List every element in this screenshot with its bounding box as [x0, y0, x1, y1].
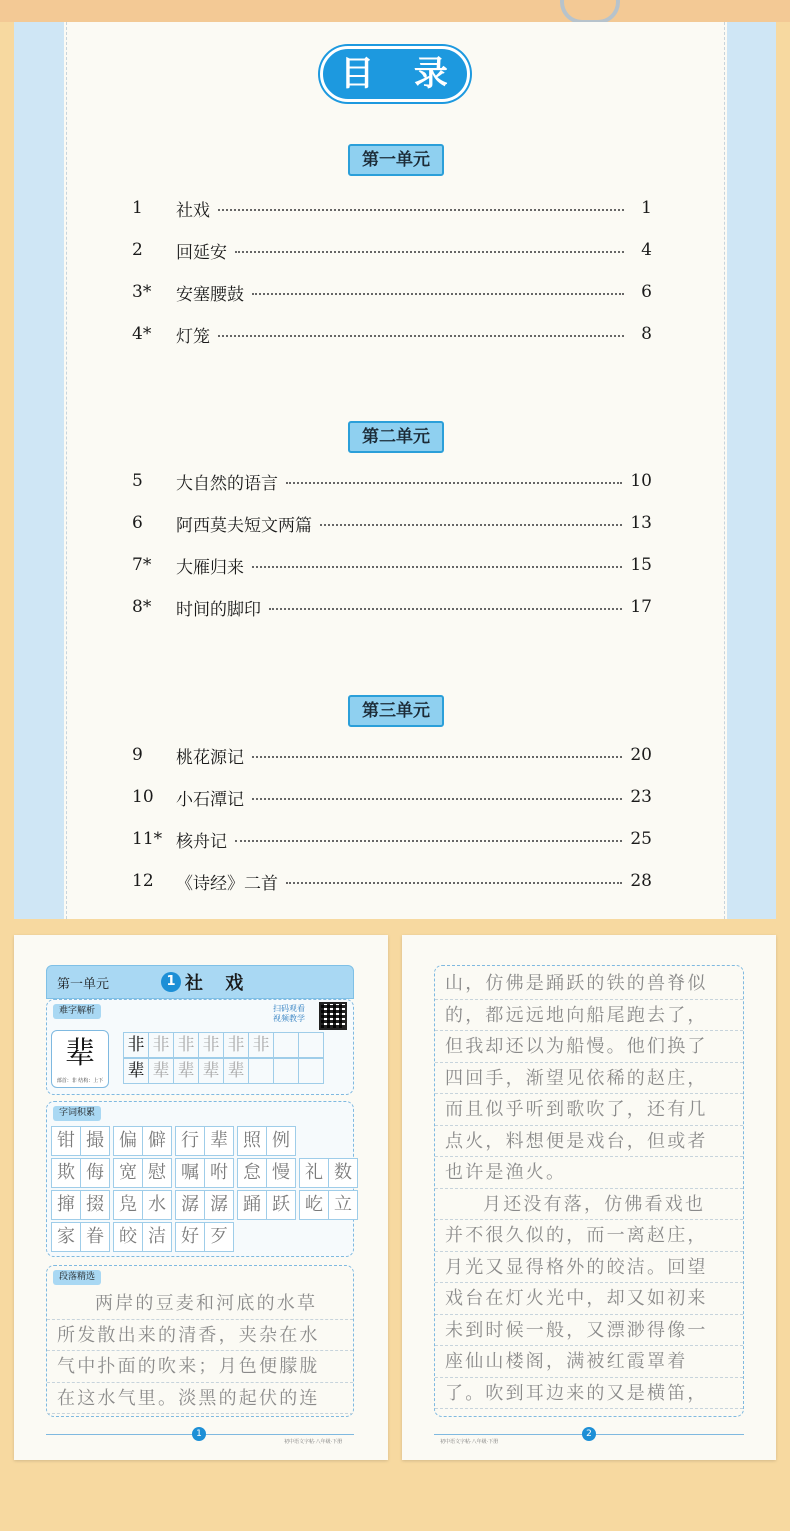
toc-item-label: 核舟记	[176, 831, 227, 852]
vocab-cell: 嘱	[175, 1158, 205, 1188]
vocab-cell: 皎	[113, 1222, 143, 1252]
sample-page-right	[402, 935, 776, 1460]
grid-cell	[298, 1032, 324, 1058]
toc-item-label: 小石潭记	[176, 789, 244, 810]
vocab-cell: 跃	[266, 1190, 296, 1220]
footer-caption: 初中语文字帖·八年级·下册	[284, 1439, 343, 1445]
grid-cell	[248, 1058, 274, 1084]
vocab-word	[51, 1158, 109, 1188]
toc-item-label: 桃花源记	[176, 747, 244, 768]
toc-leader-dots	[252, 566, 622, 568]
vocab-cell: 礼	[299, 1158, 329, 1188]
grid-cell: 辈	[223, 1058, 249, 1084]
toc-item-label: 社戏	[176, 200, 210, 221]
passage-line: 的，都远远地向船尾跑去了，	[435, 1000, 743, 1032]
lesson-unit: 第一单元	[57, 977, 110, 992]
vocab-cell: 撮	[80, 1126, 110, 1156]
toc-leader-dots	[252, 293, 624, 295]
qr-code-icon[interactable]	[319, 1002, 347, 1030]
toc-leader-dots	[235, 251, 624, 253]
vocab-cell: 照	[237, 1126, 267, 1156]
toc-row[interactable]	[132, 236, 652, 264]
toc-leader-dots	[269, 608, 622, 610]
toc-leader-dots	[218, 209, 624, 211]
passage-line: 并不很久似的，而一离赵庄，	[435, 1220, 743, 1252]
passage-line: 月还没有落，仿佛看戏也	[435, 1189, 743, 1221]
vocab-word	[175, 1222, 233, 1252]
toc-leader-dots	[252, 798, 622, 800]
passage-line: 但我却还以为船慢。他们换了	[435, 1031, 743, 1063]
vocab-cell: 立	[328, 1190, 358, 1220]
vocab-row	[51, 1190, 361, 1220]
passage-section	[46, 1265, 354, 1417]
toc-item-number: 7*	[132, 555, 152, 575]
unit-badge-2: 第二单元	[348, 421, 444, 453]
vocab-word	[51, 1222, 109, 1252]
toc-item-label: 回延安	[176, 242, 227, 263]
vocabulary-section	[46, 1101, 354, 1257]
grid-cell: 非	[123, 1032, 149, 1058]
vocab-word	[175, 1126, 233, 1156]
toc-item-number: 8*	[132, 597, 152, 617]
toc-page	[14, 22, 776, 919]
vocab-cell: 咐	[204, 1158, 234, 1188]
toc-item-page: 1	[641, 198, 652, 218]
toc-item-label: 大自然的语言	[176, 473, 278, 494]
vocab-cell: 欺	[51, 1158, 81, 1188]
toc-item-page: 15	[630, 555, 652, 575]
big-character-note: 部首：非 结构：上下	[56, 1078, 104, 1084]
vocab-cell: 慢	[266, 1158, 296, 1188]
toc-item-number: 1	[132, 198, 143, 218]
vocab-cell: 洁	[142, 1222, 172, 1252]
qr-caption-line: 视频教学	[273, 1014, 305, 1023]
vocab-cell: 好	[175, 1222, 205, 1252]
toc-item-number: 10	[132, 787, 154, 807]
vocab-cell: 行	[175, 1126, 205, 1156]
toc-item-label: 灯笼	[176, 326, 210, 347]
vocab-cell: 僻	[142, 1126, 172, 1156]
toc-item-page: 20	[630, 745, 652, 765]
vocabulary-grid	[51, 1126, 361, 1254]
vocab-word	[299, 1190, 357, 1220]
practice-grid-row-1	[123, 1032, 323, 1058]
toc-item-number: 4*	[132, 324, 152, 344]
toc-item-page: 13	[630, 513, 652, 533]
vocab-cell: 偏	[113, 1126, 143, 1156]
toc-item-page: 25	[630, 829, 652, 849]
passage-line: 座仙山楼阁，满被红霞罩着	[435, 1346, 743, 1378]
vocab-cell: 眷	[80, 1222, 110, 1252]
vocab-cell: 数	[328, 1158, 358, 1188]
vocab-cell: 歹	[204, 1222, 234, 1252]
vocab-cell: 例	[266, 1126, 296, 1156]
passage-line: 点火，料想便是戏台，但或者	[435, 1126, 743, 1158]
toc-row[interactable]	[132, 194, 652, 222]
vocab-word	[113, 1222, 171, 1252]
toc-item-page: 8	[641, 324, 652, 344]
vocab-word	[113, 1126, 171, 1156]
toc-item-number: 6	[132, 513, 143, 533]
vocab-cell: 潺	[175, 1190, 205, 1220]
toc-item-label: 阿西莫夫短文两篇	[176, 515, 312, 536]
toc-item-number: 11*	[132, 829, 163, 849]
passage-line: 也许是渔火。	[435, 1157, 743, 1189]
vocab-cell: 家	[51, 1222, 81, 1252]
passage-line: 月光又显得格外的皎洁。回望	[435, 1252, 743, 1284]
vocab-cell: 凫	[113, 1190, 143, 1220]
toc-row[interactable]	[132, 593, 652, 621]
vocab-cell: 侮	[80, 1158, 110, 1188]
toc-item-label: 《诗经》二首	[176, 873, 278, 894]
grid-cell: 辈	[123, 1058, 149, 1084]
vocab-word	[237, 1158, 295, 1188]
big-character-card	[51, 1030, 109, 1088]
toc-item-number: 2	[132, 240, 143, 260]
vocab-word	[113, 1190, 171, 1220]
grid-cell: 非	[148, 1032, 174, 1058]
vocab-cell: 钳	[51, 1126, 81, 1156]
toc-leader-dots	[286, 882, 622, 884]
toc-leader-dots	[286, 482, 622, 484]
toc-item-page: 28	[630, 871, 652, 891]
lesson-number-badge: 1	[161, 972, 181, 992]
toc-row[interactable]	[132, 783, 652, 811]
vocab-word	[175, 1190, 233, 1220]
toc-item-number: 9	[132, 745, 143, 765]
section-label: 字词积累	[53, 1106, 101, 1121]
vocab-row	[51, 1158, 361, 1188]
toc-item-page: 10	[630, 471, 652, 491]
vocab-row	[51, 1126, 361, 1156]
grid-cell	[273, 1032, 299, 1058]
toc-leader-dots	[252, 756, 622, 758]
vocab-cell: 潺	[204, 1190, 234, 1220]
toc-item-label: 大雁归来	[176, 557, 244, 578]
passage-line: 在这水气里。淡黑的起伏的连	[47, 1383, 353, 1415]
toc-row[interactable]	[132, 509, 652, 537]
page-number-badge: 2	[582, 1427, 596, 1441]
qr-caption	[273, 1004, 305, 1024]
grid-cell: 非	[173, 1032, 199, 1058]
vocab-word	[51, 1190, 109, 1220]
practice-grid-row-2	[123, 1058, 323, 1084]
section-label: 难字解析	[53, 1004, 101, 1019]
vocab-cell: 屹	[299, 1190, 329, 1220]
hard-character-section	[46, 999, 354, 1095]
unit-badge-1: 第一单元	[348, 144, 444, 176]
vocab-cell: 怠	[237, 1158, 267, 1188]
page-number-badge: 1	[192, 1427, 206, 1441]
vocab-word	[51, 1126, 109, 1156]
vocab-word	[113, 1158, 171, 1188]
vocab-word	[237, 1126, 295, 1156]
grid-cell: 非	[198, 1032, 224, 1058]
toc-item-number: 3*	[132, 282, 152, 302]
passage-line: 了。吹到耳边来的又是横笛，	[435, 1378, 743, 1410]
passage-text	[47, 1288, 353, 1414]
toc-item-label: 时间的脚印	[176, 599, 261, 620]
lesson-header	[46, 965, 354, 999]
toc-row[interactable]	[132, 741, 652, 769]
passage-line: 而且似乎听到歌吹了，还有几	[435, 1094, 743, 1126]
vocab-cell: 宽	[113, 1158, 143, 1188]
grid-cell: 辈	[198, 1058, 224, 1084]
vocab-cell: 掇	[80, 1190, 110, 1220]
toc-row[interactable]	[132, 467, 652, 495]
vocab-word	[175, 1158, 233, 1188]
vocab-cell: 辈	[204, 1126, 234, 1156]
passage-line: 气中扑面的吹来；月色便朦胧	[47, 1351, 353, 1383]
grid-cell: 非	[248, 1032, 274, 1058]
passage-line: 四回手，渐望见依稀的赵庄，	[435, 1063, 743, 1095]
passage-line: 未到时候一般，又漂渺得像一	[435, 1315, 743, 1347]
toc-page-inner	[64, 22, 727, 919]
vocab-word	[237, 1190, 295, 1220]
passage-text	[435, 968, 743, 1409]
toc-item-page: 4	[641, 240, 652, 260]
vocab-cell: 踊	[237, 1190, 267, 1220]
footer-caption: 初中语文字帖·八年级·下册	[440, 1439, 499, 1445]
lesson-title: 社 戏	[185, 973, 252, 994]
toc-item-label: 安塞腰鼓	[176, 284, 244, 305]
passage-line: 所发散出来的清香，夹杂在水	[47, 1320, 353, 1352]
grid-cell: 辈	[148, 1058, 174, 1084]
toc-leader-dots	[320, 524, 622, 526]
toc-item-number: 5	[132, 471, 143, 491]
toc-title: 目 录	[320, 46, 470, 102]
vocab-cell: 撺	[51, 1190, 81, 1220]
toc-item-page: 23	[630, 787, 652, 807]
unit-badge-3: 第三单元	[348, 695, 444, 727]
passage-line: 山，仿佛是踊跃的铁的兽脊似	[435, 968, 743, 1000]
grid-cell	[298, 1058, 324, 1084]
continued-passage	[434, 965, 744, 1417]
top-background-strip	[0, 0, 790, 22]
sample-page-left	[14, 935, 388, 1460]
grid-cell	[273, 1058, 299, 1084]
toc-row[interactable]	[132, 278, 652, 306]
section-label: 段落精选	[53, 1270, 101, 1285]
passage-line: 戏台在灯火光中，却又如初来	[435, 1283, 743, 1315]
big-character: 辈	[65, 1036, 95, 1071]
vocab-cell: 水	[142, 1190, 172, 1220]
toc-item-page: 17	[630, 597, 652, 617]
toc-item-number: 12	[132, 871, 154, 891]
toc-row[interactable]	[132, 825, 652, 853]
toc-item-page: 6	[641, 282, 652, 302]
vocab-cell: 慰	[142, 1158, 172, 1188]
qr-caption-line: 扫码观看	[273, 1004, 305, 1013]
grid-cell: 辈	[173, 1058, 199, 1084]
toc-row[interactable]	[132, 867, 652, 895]
grid-cell: 非	[223, 1032, 249, 1058]
vocab-row	[51, 1222, 361, 1252]
vocab-word	[299, 1158, 357, 1188]
toc-row[interactable]	[132, 551, 652, 579]
toc-row[interactable]	[132, 320, 652, 348]
toc-leader-dots	[235, 840, 622, 842]
passage-line: 两岸的豆麦和河底的水草	[47, 1288, 353, 1320]
toc-leader-dots	[218, 335, 624, 337]
